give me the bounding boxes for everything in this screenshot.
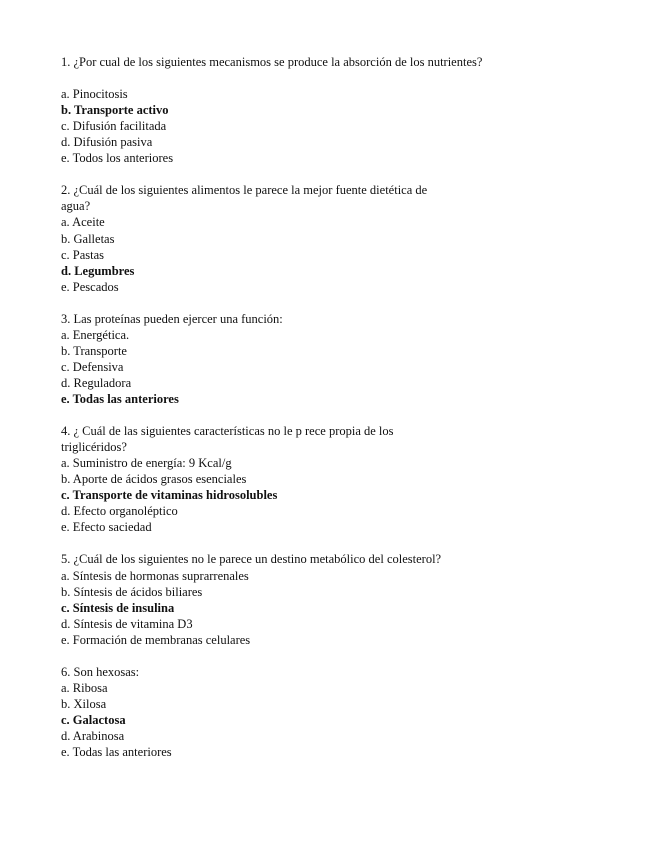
answer-option: e. Todos los anteriores (61, 151, 174, 166)
question-4 (61, 423, 531, 535)
spacer (61, 535, 531, 551)
quiz-document (61, 54, 531, 760)
answer-option: b. Síntesis de ácidos biliares (61, 584, 203, 599)
answer-option: b. Transporte (61, 343, 127, 358)
question-text-continued: agua? (61, 199, 91, 214)
answer-option: a. Síntesis de hormonas suprarrenales (61, 568, 249, 583)
answer-option-correct: c. Síntesis de insulina (61, 600, 175, 615)
answer-option: e. Pescados (61, 279, 119, 294)
spacer (61, 407, 531, 423)
answer-option: a. Energética. (61, 327, 130, 342)
answer-option: c. Pastas (61, 247, 105, 262)
answer-option: d. Síntesis de vitamina D3 (61, 616, 193, 631)
question-6 (61, 664, 531, 760)
question-text: 1. ¿Por cual de los siguientes mecanismos se produce la absorción de los nutrientes? (61, 55, 483, 69)
answer-option-correct: d. Legumbres (61, 263, 135, 278)
question-3 (61, 311, 531, 407)
spacer (61, 166, 531, 182)
answer-option: a. Suministro de energía: 9 Kcal/g (61, 456, 232, 471)
spacer (61, 648, 531, 664)
question-text: 4. ¿ Cuál de las siguientes características no le p rece propia de los (61, 424, 394, 439)
question-text-continued: triglicéridos? (61, 440, 127, 455)
question-text: 5. ¿Cuál de los siguientes no le parece un destino metabólico del colesterol? (61, 552, 442, 567)
answer-option: e. Efecto saciedad (61, 520, 152, 535)
question-text: 3. Las proteínas pueden ejercer una función: (61, 311, 283, 326)
answer-option: d. Reguladora (61, 375, 132, 390)
answer-option: a. Ribosa (61, 680, 108, 695)
answer-option: a. Pinocitosis (61, 87, 128, 102)
answer-option-correct: c. Transporte de vitaminas hidrosolubles (61, 488, 278, 503)
spacer (61, 295, 531, 311)
question-text: 6. Son hexosas: (61, 664, 140, 679)
answer-option: a. Aceite (61, 215, 105, 230)
answer-option-correct: e. Todas las anteriores (61, 391, 179, 406)
question-text: 2. ¿Cuál de los siguientes alimentos le parece la mejor fuente dietética de (61, 183, 428, 198)
question-1 (61, 54, 531, 166)
answer-option: e. Formación de membranas celulares (61, 632, 251, 647)
answer-option: b. Galletas (61, 231, 115, 246)
spacer (61, 70, 531, 86)
answer-option: d. Efecto organoléptico (61, 504, 178, 519)
answer-option: b. Xilosa (61, 696, 107, 711)
answer-option: b. Aporte de ácidos grasos esenciales (61, 472, 247, 487)
answer-option: d. Arabinosa (61, 728, 125, 743)
question-2 (61, 182, 531, 294)
answer-option: c. Difusión facilitada (61, 119, 167, 134)
answer-option: d. Difusión pasiva (61, 135, 153, 150)
question-5 (61, 551, 531, 647)
answer-option: e. Todas las anteriores (61, 745, 172, 760)
answer-option: c. Defensiva (61, 359, 124, 374)
answer-option-correct: c. Galactosa (61, 712, 126, 727)
answer-option-correct: b. Transporte activo (61, 103, 169, 118)
